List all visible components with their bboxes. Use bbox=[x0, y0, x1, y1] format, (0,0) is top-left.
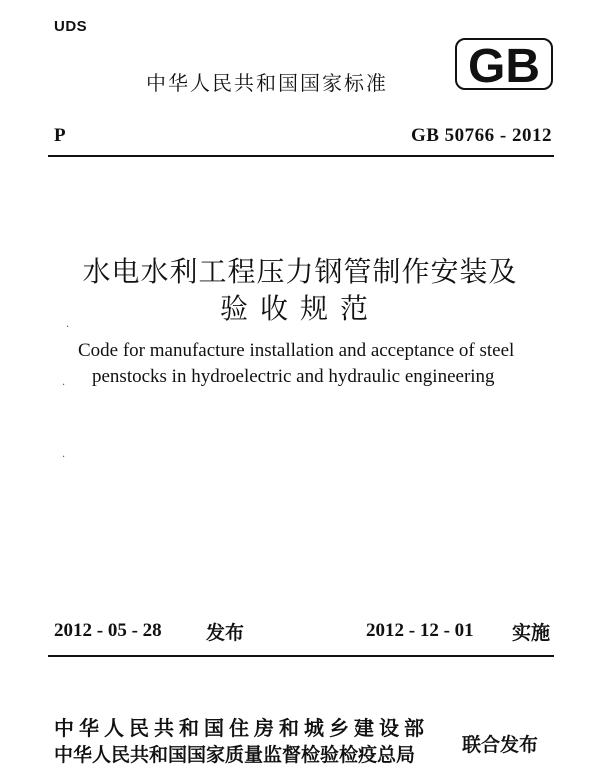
issue-date: 2012 - 05 - 28 bbox=[54, 620, 162, 641]
standard-number: GB 50766 - 2012 bbox=[410, 125, 552, 146]
issuer-ministry: 中华人民共和国住房和城乡建设部 bbox=[54, 716, 429, 740]
classification-code: P bbox=[54, 125, 66, 146]
gb-logo bbox=[455, 38, 553, 90]
uds-label: UDS bbox=[54, 18, 88, 35]
scan-speck: · bbox=[62, 452, 66, 463]
bottom-divider bbox=[48, 655, 554, 657]
issuer-aqsiq: 中华人民共和国国家质量监督检验检疫总局 bbox=[54, 744, 416, 766]
title-cn-line2: 验收规范 bbox=[219, 292, 380, 325]
joint-issue-label: 联合发布 bbox=[462, 734, 539, 756]
title-cn-line1: 水电水利工程压力钢管制作安装及 bbox=[82, 255, 518, 288]
title-en-line2: penstocks in hydroelectric and hydraulic engineering bbox=[92, 366, 495, 387]
implementation-date: 2012 - 12 - 01 bbox=[366, 620, 474, 641]
top-divider bbox=[48, 155, 554, 157]
issue-label: 发布 bbox=[206, 622, 245, 644]
scan-speck: · bbox=[66, 322, 70, 333]
scan-speck: · bbox=[62, 380, 66, 391]
implementation-label: 实施 bbox=[512, 622, 551, 644]
national-standard-title: 中华人民共和国国家标准 bbox=[146, 71, 388, 95]
title-en-line1: Code for manufacture installation and acceptance of steel bbox=[78, 340, 515, 361]
gb-logo-text: GB bbox=[468, 40, 540, 90]
